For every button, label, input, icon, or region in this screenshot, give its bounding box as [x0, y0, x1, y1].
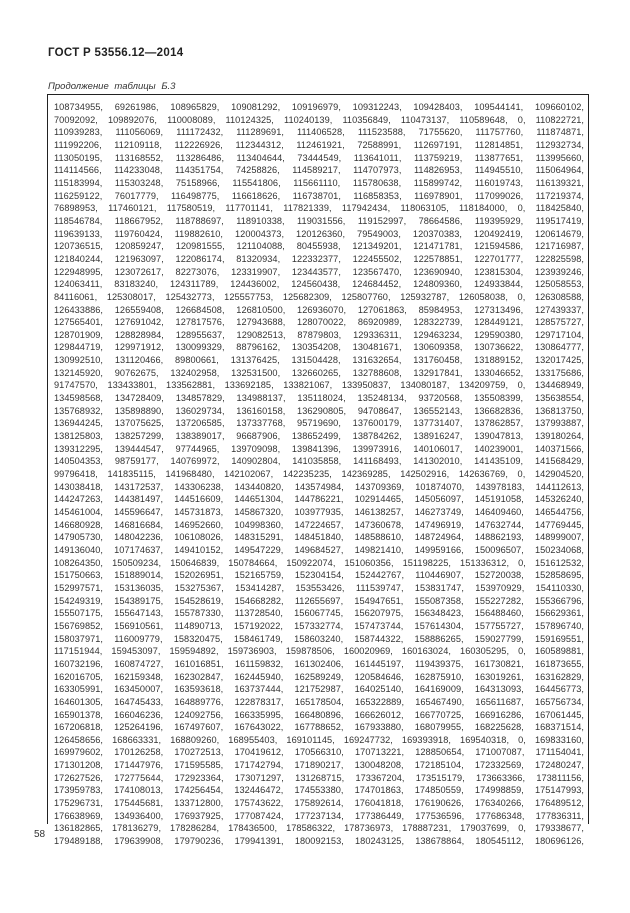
table-row: 165901378, 166046236, 124092756, 166335995, 166480896, 166626012, 166770725, 166916286, 167061445, — [54, 709, 584, 720]
table-row: 116259122, 76017779, 116498775, 116618626, 116738701, 116858353, 116978901, 117099026, 117219374, — [54, 190, 584, 201]
table-row: 139312295, 139444547, 97744965, 139709098, 139841396, 139973916, 140106017, 140239001, 140371566, — [54, 443, 584, 454]
table-row: 156769852, 156910561, 114890713, 157192022, 157332774, 157473744, 157614304, 157755727, 157896740, — [54, 620, 584, 631]
table-row: 167206818, 125264196, 167497607, 167643022, 167788652, 167933880, 168079955, 168225628, 168371514, — [54, 722, 584, 733]
table-row: 169979602, 170126258, 170272513, 170419612, 170566310, 170713221, 128850654, 171007087, 171154041, — [54, 747, 584, 758]
table-row: 172627526, 172775644, 172923364, 173071297, 131268715, 173367204, 173515179, 173663366, 173811156, — [54, 772, 584, 783]
table-row: 155507175, 155647143, 155787330, 113728540, 156067745, 156207975, 156348423, 156488460, 156629361, — [54, 608, 584, 619]
table-row: 176638969, 134936400, 176937925, 177087424, 177237134, 177386449, 177536596, 177686348, 177836311, — [54, 810, 584, 821]
table-row: 119639133, 119760424, 119882610, 120004373, 120126360, 79549003, 120370383, 120492419, 120614679, — [54, 228, 584, 239]
table-row: 126458656, 168663331, 168809260, 168955403, 169101145, 169247732, 169393918, 169540318, 0, 169833160, — [54, 734, 584, 745]
table-row: 121840244, 121963097, 122086174, 81320934, 122332377, 122455502, 122578851, 122701777, 122825598, — [54, 253, 584, 264]
table-row: 127565401, 127691042, 127817576, 127943688, 128070022, 86920989, 128322739, 128449121, 128575727, — [54, 317, 584, 328]
table-row: 120736515, 120859247, 120981555, 121104088, 80455938, 121349201, 121471781, 121594586, 121716987, — [54, 241, 584, 252]
table-row: 147905730, 148042236, 106108026, 148315291, 148451840, 148588610, 148724964, 148862193, 148999007, — [54, 532, 584, 543]
table-row: 145461004, 145596647, 145731873, 145867320, 103977935, 146138257, 146273749, 146409460, 146544756, — [54, 507, 584, 517]
table-row: 84116061, 125308017, 125432773, 125557753, 125682309, 125807760, 125932787, 126058038, 0, 126308588, — [54, 291, 584, 302]
table-row: 138125803, 138257299, 138389017, 96687906, 138652499, 138784262, 138916247, 139047813, 139180264, — [54, 431, 584, 442]
table-row: 134598568, 134728409, 134857829, 134988137, 135118024, 135248134, 93720568, 135508399, 135638554, — [54, 393, 584, 404]
table-row: 143038418, 143172537, 143306238, 143440820, 143574984, 143709369, 101874070, 143978183, 144112613, — [54, 481, 584, 492]
table-row: 160732196, 160874727, 161016851, 161159832, 161302406, 161445197, 119439375, 161730821, 161873655, — [54, 658, 584, 669]
page-number: 58 — [34, 829, 46, 840]
table-row: 126433886, 126559408, 126684508, 126810500, 126936070, 127061863, 85984953, 127313496, 127439337, — [54, 304, 584, 315]
standard-header: ГОСТ Р 53556.12—2014 — [48, 47, 184, 59]
table-row: 108264350, 150509234, 150646839, 150784664, 150922074, 151060356, 151198225, 151336312, 0, 151612532, — [54, 557, 584, 568]
table-row: 152997571, 153136035, 153275367, 153414287, 153553426, 111539747, 153831747, 153970929, 154110330, — [54, 582, 584, 593]
table-row: 144247263, 144381497, 144516609, 144651304, 144786221, 102914465, 145056097, 145191058, 145326240, — [54, 494, 584, 505]
table-row: 164601305, 164745433, 164889776, 122878317, 165178504, 165322889, 165467490, 165611687, 165756734, — [54, 696, 584, 707]
table-row: 162016705, 162159348, 162302847, 162445940, 162589249, 120584646, 162875910, 163019261, 163162829, — [54, 671, 584, 682]
table-row: 135768932, 135898890, 136029734, 136160158, 136290805, 94708647, 136552143, 136682836, 136813750, — [54, 405, 584, 416]
table-row: 91747570, 133433801, 133562881, 133692185, 133821067, 133950837, 134080187, 134209759, 0, 134468949, — [54, 380, 584, 391]
table-row: 130992510, 131120466, 89800661, 131376425, 131504428, 131632654, 131760458, 131889152, 132017425, — [54, 355, 584, 366]
table-row: 118546784, 118667952, 118788697, 118910338, 119031556, 119152997, 78664586, 119395929, 119517419, — [54, 215, 584, 226]
table-row: 108734955, 69261986, 108965829, 109081292, 109196979, 109312243, 109428403, 109544141, 109660102, — [54, 102, 584, 112]
table-row: 70092092, 109892076, 110008089, 110124325, 110240139, 110356849, 110473137, 110589648, 0, 110822721, — [54, 114, 584, 125]
table-row: 115183994, 115303248, 75158966, 115541806, 115661110, 115780638, 115899742, 116019743, 116139321, — [54, 177, 584, 188]
table-row: 114114566, 114233048, 114351754, 74258826, 114589217, 114707973, 114826953, 114945510, 115064964, — [54, 165, 584, 176]
table-row: 171301208, 171447976, 171595585, 171742794, 171890217, 130048208, 172185104, 172332569, 172480247, — [54, 760, 584, 771]
table-caption: Продолжение таблицы Б.3 — [48, 81, 176, 92]
table-row: 158037971, 116009779, 158320475, 158461749, 158603240, 158744322, 158886265, 159027799, 159169551, — [54, 633, 584, 644]
table-row: 173959783, 174108013, 174256454, 132446472, 174553380, 174701863, 174850559, 174998859, 175147993, — [54, 785, 584, 796]
table-row: 151750663, 151889014, 152026951, 152165759, 152304154, 152442767, 110446907, 152720038, 152858695, — [54, 570, 584, 581]
table-row: 149136040, 107174637, 149410152, 149547229, 149684527, 149821410, 149959166, 150096507, 150234068, — [54, 544, 584, 555]
table-row: 146680928, 146816684, 146952660, 104998360, 147224657, 147360678, 147496919, 147632744, 147769445, — [54, 519, 584, 530]
table-row: 128701909, 128828984, 128955637, 129082513, 87879803, 129336311, 129463234, 129590380, 129717104, — [54, 329, 584, 340]
table-row: 129844719, 129971912, 130099329, 88796162, 130354208, 130481671, 130609358, 130736622, 130864777, — [54, 342, 584, 353]
table-row: 76898953, 117460121, 117580519, 117701141, 117821339, 117942434, 118063105, 118184000, 0, 118425840, — [54, 203, 584, 214]
table-row: 154249319, 154389175, 154528619, 154668282, 112655697, 154947651, 155087358, 155227282, 155366796, — [54, 595, 584, 606]
table-row: 136182865, 178136279, 178286284, 178436500, 178586322, 178736973, 178887231, 179037699, 0, 179338677, — [54, 823, 584, 834]
table-row: 124063411, 83183240, 124311789, 124436002, 124560438, 124684452, 124809360, 124933844, 125058553, — [54, 279, 584, 290]
table-row: 132145920, 90762675, 132402958, 132531500, 132660265, 132788608, 132917841, 133046652, 133175686, — [54, 367, 584, 378]
table-row: 136944245, 137075625, 137206585, 137337768, 95719690, 137600179, 137731407, 137862857, 137993887, — [54, 418, 584, 429]
table-row: 122948995, 123072617, 82273076, 123319907, 123443577, 123567470, 123690940, 123815304, 123939246, — [54, 266, 584, 277]
table-row: 117151944, 159453097, 159594892, 159736903, 159878506, 160020969, 160163024, 160305295, 0, 160589881, — [54, 646, 584, 657]
table-row: 175296731, 175445681, 133712800, 175743622, 175892614, 176041818, 176190626, 176340266, 176489512, — [54, 798, 584, 809]
table-row: 110939283, 111056069, 111172432, 111289691, 111406528, 111523588, 71755620, 111757760, 111874871, — [54, 127, 584, 138]
data-table — [47, 94, 589, 847]
table-row: 113050195, 113168552, 113286486, 113404644, 73444549, 113641011, 113759219, 113877651, 113995660, — [54, 152, 584, 163]
table-row: 163305991, 163450007, 163593618, 163737444, 121752987, 164025140, 164169009, 164313093, 164456773, — [54, 684, 584, 695]
table-row: 99796418, 141835115, 141968480, 142102067, 142235235, 142369285, 142502916, 142636769, 0, 142904520, — [54, 469, 584, 480]
table-row: 140504353, 98759177, 140769972, 140902804, 141035858, 141168493, 141302010, 141435109, 141568429, — [54, 456, 584, 467]
table-body — [54, 101, 584, 848]
table-row: 111992206, 112109118, 112226926, 112344312, 112461921, 72588991, 112697191, 112814851, 112932734, — [54, 139, 584, 150]
table-row: 179489188, 179639908, 179790236, 179941391, 180092153, 180243125, 138678864, 180545112, 180696126, — [54, 836, 584, 847]
